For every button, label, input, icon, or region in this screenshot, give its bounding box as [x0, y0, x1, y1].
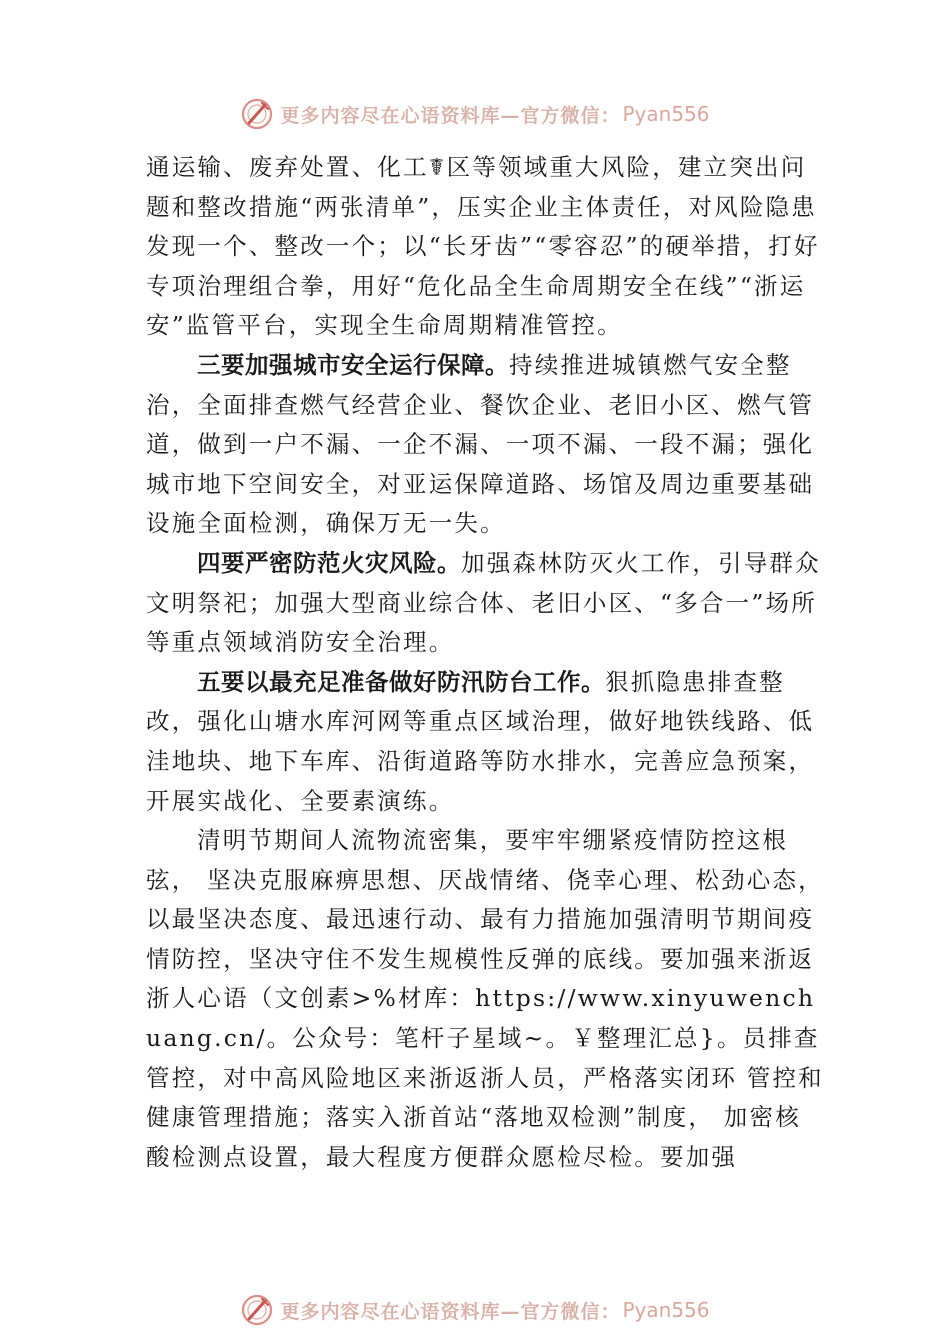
footer-watermark-text: 更多内容尽在心语资料库—官方微信：: [280, 1300, 621, 1323]
header-watermark-text: 更多内容尽在心语资料库—官方微信：: [280, 104, 621, 127]
document-body: [146, 148, 826, 1177]
paragraph-1: [146, 148, 826, 346]
header-watermark-banner: [0, 92, 950, 136]
paragraph-4-text: 狠抓隐患排查整改，强化山塘水库河网等重点区域治理，做好地铁线路、低洼地块、地下车库、沿街道路等防水排水，完善应急预案，开展实战化、全要素演练。: [146, 667, 815, 815]
pen-seal-logo-icon: [240, 97, 274, 131]
paragraph-4: [146, 663, 826, 821]
pen-seal-logo-icon: [240, 1293, 274, 1327]
paragraph-3-text: 加强森林防灭火工作，引导群众文明祭祀；加强大型商业综合体、老旧小区、“多合一”场所等重点领域消防安全治理。: [146, 548, 821, 657]
paragraph-5: [146, 821, 826, 1177]
paragraph-3-heading: 四要严密防范火灾风险。: [197, 548, 461, 577]
paragraph-2-text: 持续推进城镇燃气安全整治，全面排查燃气经营企业、餐饮企业、老旧小区、燃气管道，做到一户不漏、一企不漏、一项不漏、一段不漏；强化城市地下空间安全，对亚运保障道路、场馆及周边重要基础设施全面检测，确保万无一失。: [146, 350, 815, 538]
paragraph-4-heading: 五要以最充足准备做好防汛防台工作。: [197, 667, 605, 696]
footer-wechat-id: Pyan556: [622, 1298, 710, 1322]
paragraph-3: [146, 544, 826, 663]
paragraph-5-text: 清明节期间人流物流密集，要牢牢绷紧疫情防控这根弦， 坚决克服麻痹思想、厌战情绪、侥幸心理、松劲心态，以最坚决态度、最迅速行动、最有力措施加强清明节期间疫情防控，坚决守住不发生规模性反弹的底线。要加强来浙返浙人心语（文创素>%材库：https://www.xinyuwenchuang.cn/。公众号：笔杆子星域~。￥整理汇总}。员排查管控，对中高风险地区来浙返浙人员，严格落实闭环 管控和健康管理措施；落实入浙首站“落地双检测”制度， 加密核酸检测点设置，最大程度方便群众愿检尽检。要加强: [146, 826, 824, 1171]
paragraph-2-heading: 三要加强城市安全运行保障。: [197, 350, 509, 379]
header-wechat-id: Pyan556: [622, 102, 710, 126]
paragraph-1-text: 通运输、废弃处置、化工☤区等领域重大风险，建立突出问题和整改措施“两张清单”，压实企业主体责任，对风险隐患发现一个、整改一个；以“长牙齿”“零容忍”的硬举措，打好专项治理组合拳，用好“危化品全生命周期安全在线”“浙运安”监管平台，实现全生命周期精准管控。: [146, 153, 820, 340]
paragraph-2: [146, 346, 826, 544]
footer-watermark-banner: [0, 1288, 950, 1332]
